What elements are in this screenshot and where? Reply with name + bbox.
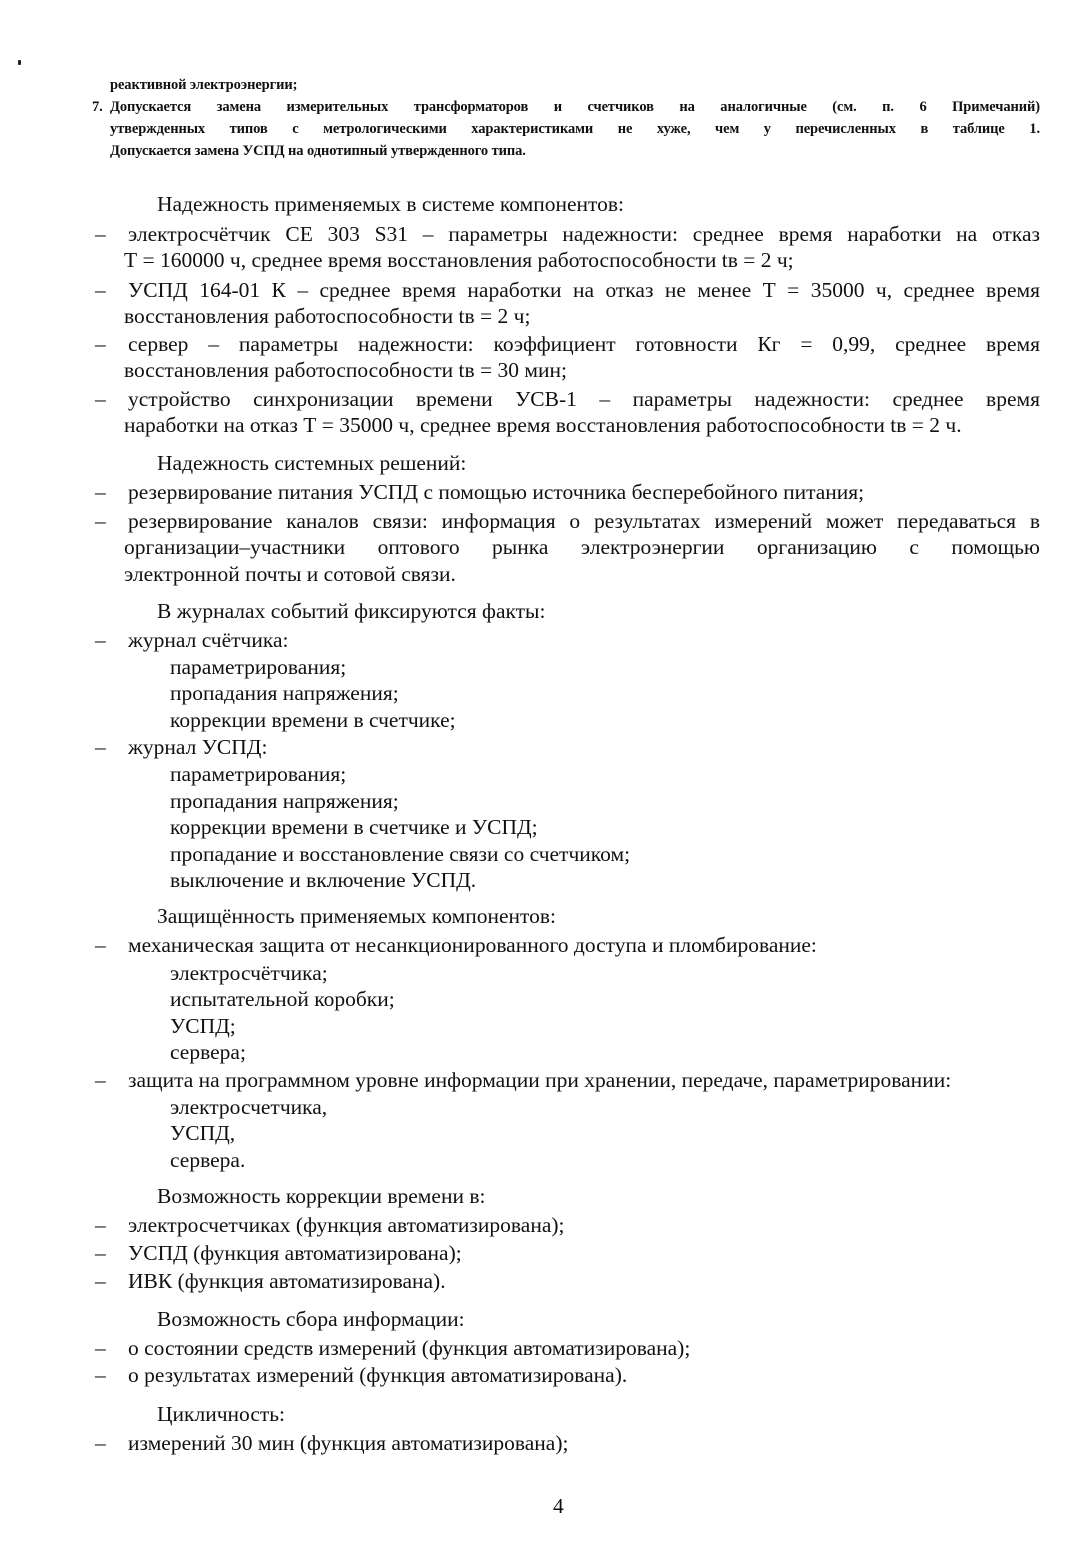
section-heading: Возможность сбора информации:: [157, 1307, 465, 1331]
section-heading: В журналах событий фиксируются факты:: [157, 599, 546, 623]
sub-item: электросчётчика;: [170, 961, 328, 985]
page-number: 4: [553, 1494, 564, 1518]
list-item-line: журнал УСПД:: [128, 735, 268, 759]
sub-item: параметрирования;: [170, 762, 347, 786]
sub-item: сервера;: [170, 1040, 246, 1064]
sub-item: коррекции времени в счетчике;: [170, 708, 456, 732]
list-item-line: журнал счётчика:: [128, 628, 289, 652]
sub-item: параметрирования;: [170, 655, 347, 679]
bullet-dash: –: [95, 1213, 106, 1237]
bullet-dash: –: [95, 1363, 106, 1387]
scan-speck: [18, 60, 21, 65]
top-fragment: реактивной электроэнергии;: [110, 77, 298, 93]
sub-item: УСПД,: [170, 1121, 236, 1145]
bullet-dash: –: [95, 222, 106, 246]
list-item-line: ИВК (функция автоматизирована).: [128, 1269, 446, 1293]
bullet-dash: –: [95, 509, 106, 533]
list-item-line: электронной почты и сотовой связи.: [124, 562, 456, 586]
note-7-line: Допускается замена УСПД на однотипный утвержденного типа.: [110, 143, 526, 159]
list-item-line: наработки на отказ Т = 35000 ч, среднее время восстановления работоспособности tв = 2 ч.: [124, 413, 962, 437]
bullet-dash: –: [95, 480, 106, 504]
bullet-dash: –: [95, 278, 106, 302]
bullet-dash: –: [95, 1241, 106, 1265]
list-item-line: восстановления работоспособности tв = 30 мин;: [124, 358, 567, 382]
sub-item: сервера.: [170, 1148, 246, 1172]
sub-item: электросчетчика,: [170, 1095, 328, 1119]
section-heading: Надежность применяемых в системе компонентов:: [157, 192, 625, 216]
list-item-line: Т = 160000 ч, среднее время восстановления работоспособности tв = 2 ч;: [124, 248, 794, 272]
bullet-dash: –: [95, 332, 106, 356]
list-item-line: электросчетчиках (функция автоматизирована);: [128, 1213, 565, 1237]
sub-item: УСПД;: [170, 1014, 236, 1038]
list-item-line: УСПД (функция автоматизирована);: [128, 1241, 462, 1265]
section-heading: Возможность коррекции времени в:: [157, 1184, 486, 1208]
bullet-dash: –: [95, 1269, 106, 1293]
sub-item: испытательной коробки;: [170, 987, 395, 1011]
bullet-dash: –: [95, 387, 106, 411]
bullet-dash: –: [95, 1431, 106, 1455]
list-item-line: восстановления работоспособности tв = 2 ч;: [124, 304, 531, 328]
sub-item: пропадания напряжения;: [170, 789, 399, 813]
bullet-dash: –: [95, 933, 106, 957]
list-item-line: резервирование питания УСПД с помощью источника бесперебойного питания;: [128, 480, 865, 504]
section-heading: Защищённость применяемых компонентов:: [157, 904, 557, 928]
list-item-line: организации–участники оптового рынка электроэнергии организацию с помощью: [124, 535, 1040, 559]
bullet-dash: –: [95, 1336, 106, 1360]
list-item-line: устройство синхронизации времени УСВ-1 – параметры надежности: среднее время: [128, 387, 1040, 411]
list-item-line: сервер – параметры надежности: коэффициент готовности Кг = 0,99, среднее время: [128, 332, 1040, 356]
bullet-dash: –: [95, 1068, 106, 1092]
section-heading: Цикличность:: [157, 1402, 286, 1426]
note-7-marker: 7.: [92, 99, 103, 115]
list-item-line: электросчётчик СЕ 303 S31 – параметры надежности: среднее время наработки на отказ: [128, 222, 1040, 246]
section-heading: Надежность системных решений:: [157, 451, 467, 475]
sub-item: пропадания напряжения;: [170, 681, 399, 705]
note-7-line: утвержденных типов с метрологическими характеристиками не хуже, чем у перечисленных в таблице 1.: [110, 121, 1040, 137]
list-item-line: о результатах измерений (функция автоматизирована).: [128, 1363, 628, 1387]
list-item-line: о состоянии средств измерений (функция автоматизирована);: [128, 1336, 691, 1360]
list-item-line: УСПД 164-01 К – среднее время наработки на отказ не менее Т = 35000 ч, среднее время: [128, 278, 1040, 302]
sub-item: пропадание и восстановление связи со счетчиком;: [170, 842, 631, 866]
list-item-line: резервирование каналов связи: информация о результатах измерений может передаваться в: [128, 509, 1040, 533]
sub-item: выключение и включение УСПД.: [170, 868, 477, 892]
bullet-dash: –: [95, 628, 106, 652]
bullet-dash: –: [95, 735, 106, 759]
list-item-line: механическая защита от несанкционированного доступа и пломбирование:: [128, 933, 817, 957]
sub-item: коррекции времени в счетчике и УСПД;: [170, 815, 538, 839]
note-7-line: Допускается замена измерительных трансформаторов и счетчиков на аналогичные (см. п. 6 Примечаний): [110, 99, 1040, 115]
list-item-line: измерений 30 мин (функция автоматизирована);: [128, 1431, 569, 1455]
list-item-line: защита на программном уровне информации при хранении, передаче, параметрировании:: [128, 1068, 952, 1092]
